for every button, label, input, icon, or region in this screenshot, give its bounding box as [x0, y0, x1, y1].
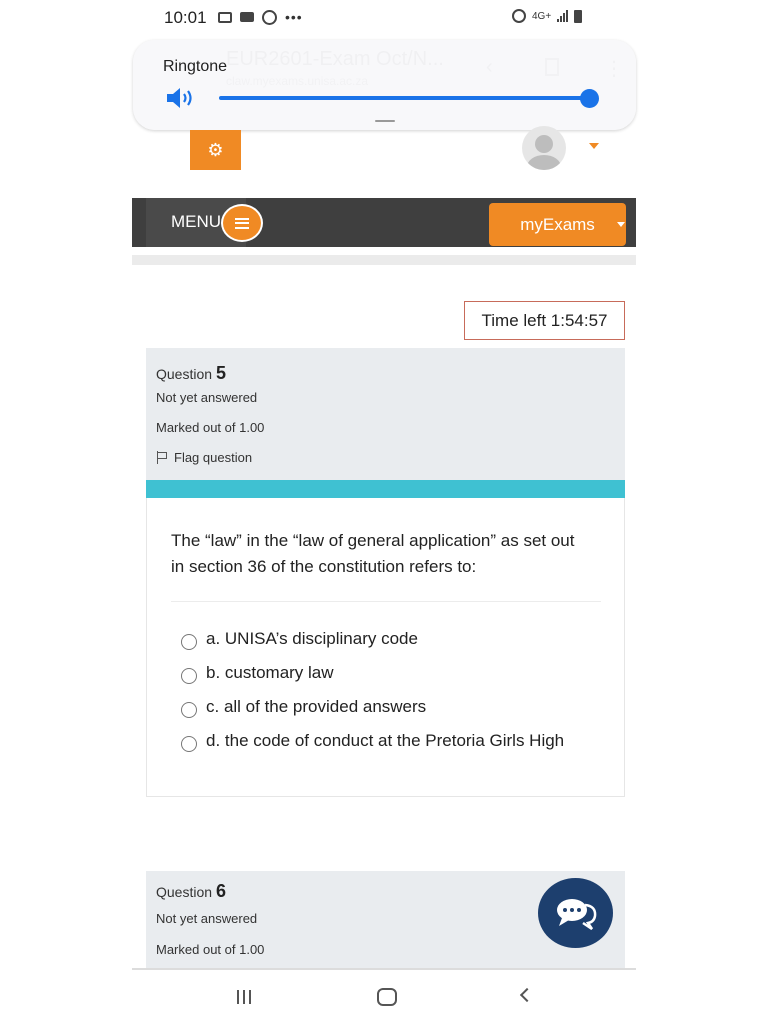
question-divider	[171, 601, 601, 602]
user-menu-caret-icon[interactable]	[589, 143, 599, 149]
more-notifications-icon: •••	[285, 9, 303, 25]
speaker-icon[interactable]	[165, 86, 199, 110]
answer-label: c. all of the provided answers	[206, 697, 427, 716]
status-bar	[0, 0, 768, 36]
gallery-icon	[218, 12, 232, 23]
radio-button[interactable]	[181, 668, 197, 684]
hamburger-icon	[235, 218, 249, 229]
settings-button[interactable]	[190, 130, 241, 170]
page-bottom-edge	[132, 968, 636, 970]
volume-slider-thumb[interactable]	[580, 89, 599, 108]
question-heading	[156, 881, 226, 902]
status-time: 10:01	[164, 8, 207, 27]
question-state: Not yet answered	[156, 390, 258, 405]
gears-icon: ⚙	[207, 139, 224, 160]
answer-option-d[interactable]	[181, 730, 564, 752]
home-icon[interactable]	[377, 988, 397, 1006]
answer-label: a. UNISA’s disciplinary code	[206, 629, 418, 648]
whatsapp-icon	[262, 10, 277, 25]
radio-button[interactable]	[181, 702, 197, 718]
recent-apps-icon[interactable]	[237, 990, 251, 1004]
chat-button[interactable]	[538, 878, 613, 948]
question-text: The “law” in the “law of general application” as set out in section 36 of the constitution refers to:	[171, 531, 575, 576]
question-info-box	[146, 348, 625, 480]
navbar-divider	[132, 255, 636, 265]
question-color-bar	[146, 480, 625, 498]
question-heading	[156, 363, 226, 384]
flag-question-label: Flag question	[174, 450, 253, 465]
time-left-timer	[464, 301, 625, 340]
volume-panel	[133, 40, 636, 130]
chevron-down-icon	[617, 222, 625, 227]
question-number: 6	[216, 881, 227, 901]
network-type-label: 4G+	[532, 10, 552, 22]
signal-icon	[557, 10, 568, 22]
myexams-dropdown-button[interactable]	[489, 203, 626, 246]
menu-label: MENU	[171, 212, 222, 231]
question-prefix: Question	[156, 884, 213, 900]
timer-text: Time left 1:54:57	[481, 310, 608, 330]
battery-icon	[574, 10, 582, 23]
answer-label: b. customary law	[206, 663, 334, 682]
video-call-icon	[240, 12, 254, 22]
answer-option-b[interactable]	[181, 662, 334, 684]
user-avatar[interactable]	[522, 126, 566, 170]
answer-label: d. the code of conduct at the Pretoria Girls High	[206, 731, 565, 750]
answer-option-a[interactable]	[181, 628, 418, 650]
back-icon[interactable]	[520, 988, 534, 1002]
volume-label: Ringtone	[163, 58, 228, 75]
radio-button[interactable]	[181, 634, 197, 650]
radio-button[interactable]	[181, 736, 197, 752]
flag-icon	[156, 451, 168, 464]
answer-option-c[interactable]	[181, 696, 426, 718]
flag-question-link[interactable]	[156, 450, 252, 465]
question-grade: Marked out of 1.00	[156, 942, 265, 957]
myexams-label: myExams	[520, 214, 595, 234]
question-number: 5	[216, 363, 227, 383]
volume-slider-track[interactable]	[219, 96, 589, 100]
question-state: Not yet answered	[156, 911, 258, 926]
chat-bubbles-icon	[554, 896, 598, 930]
alarm-icon	[512, 9, 526, 23]
menu-hamburger-button[interactable]	[221, 204, 263, 242]
question-prefix: Question	[156, 366, 213, 382]
question-grade: Marked out of 1.00	[156, 420, 265, 435]
volume-panel-handle[interactable]	[375, 120, 395, 122]
question-content	[146, 498, 625, 797]
